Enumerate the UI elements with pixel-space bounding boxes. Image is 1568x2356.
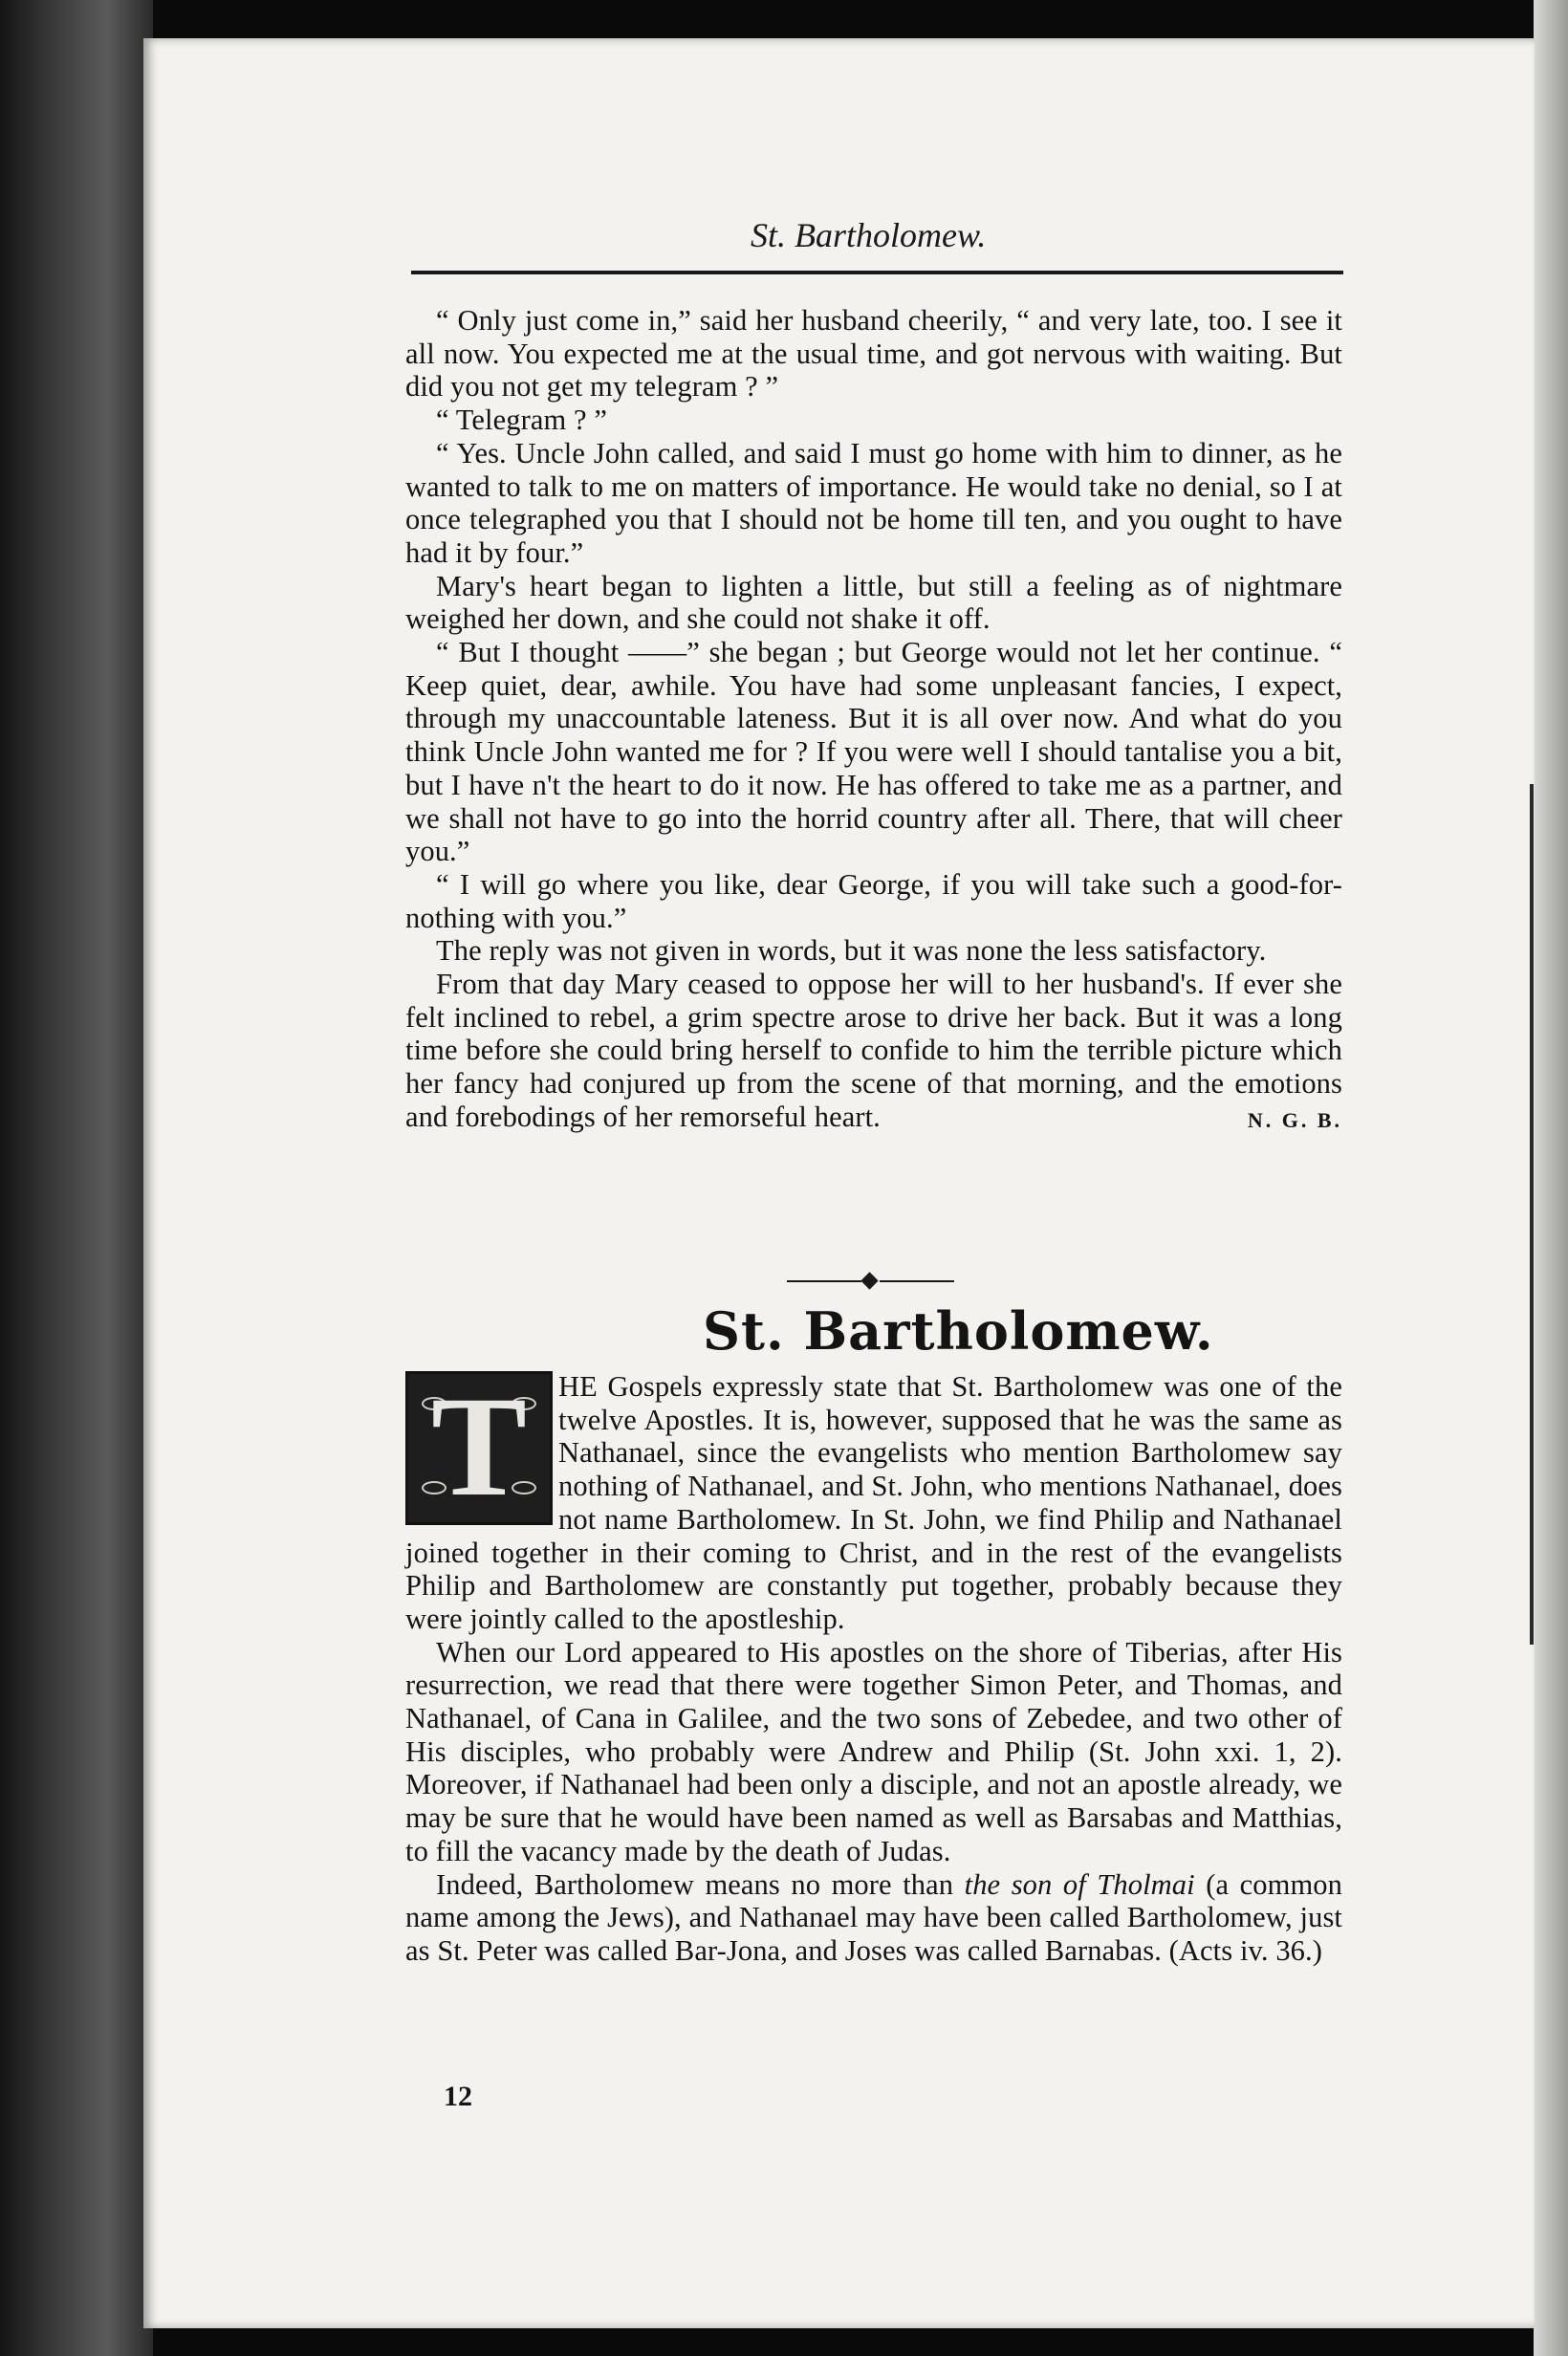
story-paragraph xyxy=(405,968,1342,1134)
header-rule xyxy=(411,271,1343,274)
running-head: St. Bartholomew. xyxy=(751,216,987,254)
story-paragraph: “ Telegram ? ” xyxy=(436,404,608,437)
story-continuation xyxy=(405,304,1342,1138)
story-paragraph: “ But I thought ——” she began ; but George would not let her continue. “ Keep quiet, dear, awhile. You have had some unpleasant fancies, I expect, through my unaccountable lateness. But it is all over now. And what do you think Uncle John wanted me for ? If you were well I should tantalise you a bit, but I have n't the heart to do it now. He has offered to take me as a partner, and we shall not have to go into the horrid country after all. There, that will cheer you.” xyxy=(405,636,1342,868)
author-signature: N. G. B. xyxy=(1247,1107,1342,1132)
book-spine xyxy=(0,0,153,2356)
article-body xyxy=(405,1367,1342,1968)
article-paragraph: When our Lord appeared to His apostles on the shore of Tiberias, after His resurrection, we read that there were together Simon Peter, and Thomas, and Nathanael, of Cana in Galilee, and the two sons of Zebedee, and two other of His disciples, who probably were Andrew and Philip (St. John xxi. 1, 2). Moreover, if Nathanael had been only a disciple, and not an apostle already, we may be sure that he would have been named as well as Barsabas and Matthias, to fill the vacancy made by the death of Judas. xyxy=(405,1635,1342,1867)
story-paragraph: The reply was not given in words, but it was none the less satisfactory. xyxy=(436,934,1267,968)
margin-pencil-mark xyxy=(1530,784,1534,1645)
divider-line-left xyxy=(787,1280,861,1282)
story-paragraph: Mary's heart began to lighten a little, but still a feeling as of nightmare weighed her down, and she could not shake it off. xyxy=(405,569,1342,636)
section-divider xyxy=(787,1272,954,1291)
story-paragraph: “ I will go where you like, dear George, if you will take such a good-for-nothing with you.” xyxy=(405,867,1342,934)
divider-diamond-icon xyxy=(860,1272,878,1289)
dropcap-letter: T xyxy=(430,1367,528,1526)
story-paragraph: “ Yes. Uncle John called, and said I must go home with him to dinner, as he wanted to talk to me on matters of importance. He would take no denial, so I at once telegraphed you that I should not be home till ten, and you ought to have had it by four.” xyxy=(405,436,1342,569)
article-paragraph: Indeed, Bartholomew means no more than the son of Tholmai (a common name among the Jews), and Nathanael may have been called Bartholomew, just as St. Peter was called Bar-Jona, and Joses was called Barnabas. (Acts iv. 36.) xyxy=(405,1867,1342,1967)
story-paragraph: “ Only just come in,” said her husband cheerily, “ and very late, too. I see it all now. You expected me at the usual time, and got nervous with waiting. But did you not get my telegram ? ” xyxy=(405,304,1342,404)
divider-line-right xyxy=(880,1280,954,1282)
next-page-edge xyxy=(1534,0,1568,2356)
story-paragraph-text: From that day Mary ceased to oppose her will to her husband's. If ever she felt inclined to rebel, a grim spectre arose to drive her back. But it was a long time before she could bring herself to confide to him the terrible picture which her fancy had conjured up from the scene of that morning, and the emotions and forebodings of her remorseful heart. xyxy=(405,968,1342,1133)
article-title: St. Bartholomew. xyxy=(703,1300,1214,1362)
article-paragraph-text: HE Gospels expressly state that St. Bartholomew was one of the twelve Apostles. It is, however, supposed that he was the same as Nathanael, since the evangelists who mention Bartholomew say nothing of Nathanael, and St. John, who mentions Nathanael, does not name Bartholomew. In St. John, we find Philip and Nathanael joined together in their coming to Christ, and in the rest of the evangelists Philip and Bartholomew are constantly put together, probably because they were jointly called to the apostleship. xyxy=(405,1370,1342,1635)
article-paragraph xyxy=(405,1367,1342,1636)
page-number: 12 xyxy=(444,2081,472,2112)
italic-phrase: the son of Tholmai xyxy=(964,1867,1195,1901)
